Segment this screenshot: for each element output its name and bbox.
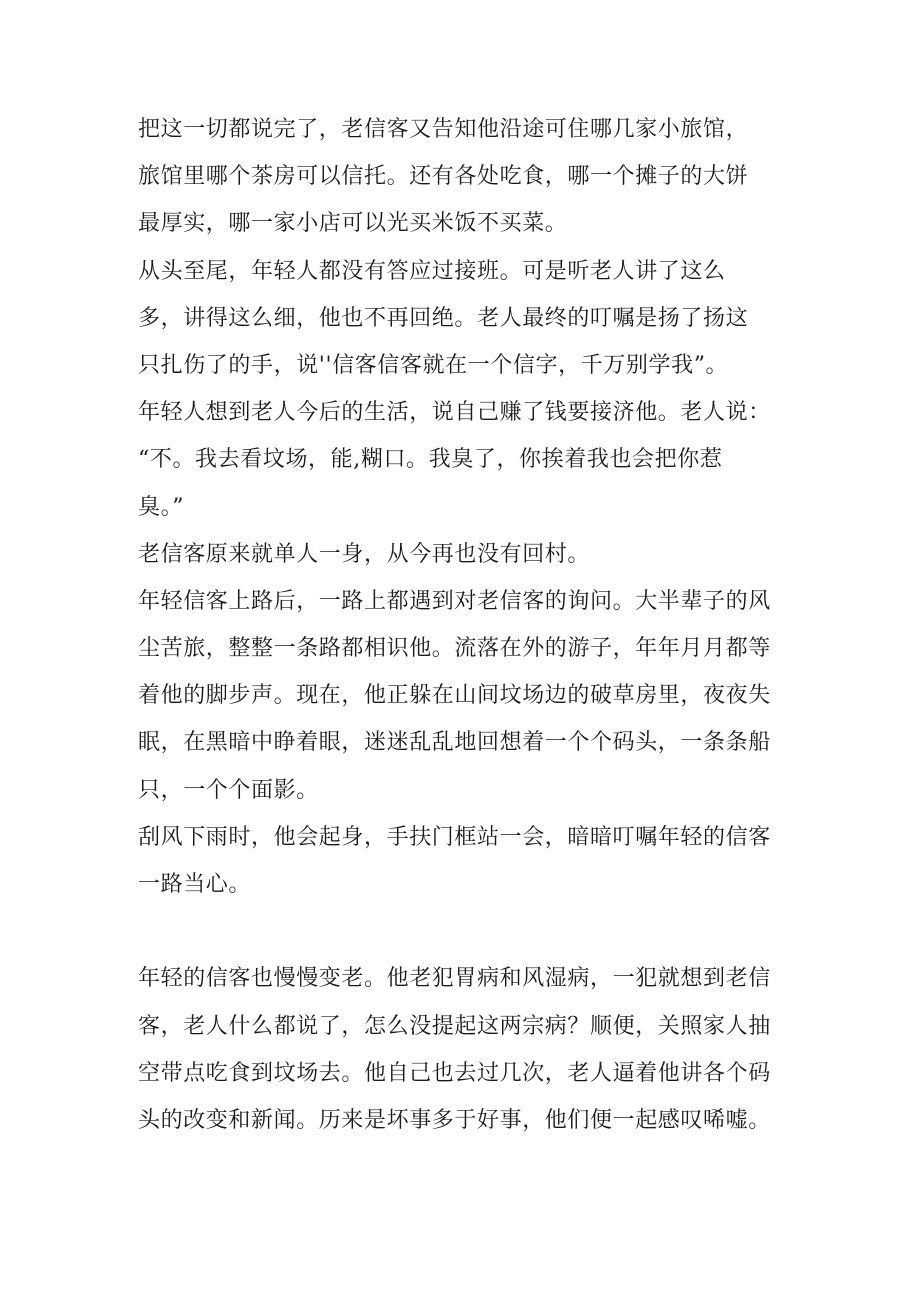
- body-text: [138, 106, 798, 1144]
- text-line: 从头至尾，年轻人都没有答应过接班。可是听老人讲了这么: [138, 258, 726, 284]
- text-line: 着他的脚步声。现在，他正躲在山间坟场边的破草房里，夜夜失: [138, 683, 771, 709]
- text-line: 空带点吃食到坟场去。他自己也去过几次，老人逼着他讲各个码: [138, 1060, 771, 1086]
- text-line: 臭。”: [138, 494, 185, 520]
- text-line: 客，老人什么都说了，怎么没提起这两宗病？顺便，关照家人抽: [138, 1013, 771, 1039]
- text-line: 多，讲得这么细，他也不再回绝。老人最终的叮嘱是扬了扬这: [138, 305, 749, 331]
- text-line: 刮风下雨时，他会起身，手扶门框站一会，暗暗叮嘱年轻的信客: [138, 824, 771, 850]
- text-line: 眠，在黑暗中睁着眼，迷迷乱乱地回想着一个个码头，一条条船: [138, 730, 771, 756]
- text-line: “不。我去看坟场，能,糊口。我臭了，你挨着我也会把你惹: [138, 447, 723, 473]
- text-line: 年轻人想到老人今后的生活，说自己赚了钱要接济他。老人说：: [138, 400, 771, 426]
- text-line: 年轻信客上路后，一路上都遇到对老信客的询问。大半辈子的风: [138, 588, 771, 614]
- text-line: 只，一个个面影。: [138, 777, 319, 803]
- text-line: 最厚实，哪一家小店可以光买米饭不买菜。: [138, 211, 568, 237]
- paragraph-gap: [138, 908, 798, 955]
- text-line: 把这一切都说完了，老信客又告知他沿途可住哪几家小旅馆，: [138, 117, 749, 142]
- text-line: 老信客原来就单人一身，从今再也没有回村。: [138, 541, 591, 567]
- text-line: 一路当心。: [138, 872, 252, 897]
- text-line: 年轻的信客也慢慢变老。他老犯胃病和风湿病，一犯就想到老信: [138, 966, 771, 992]
- text-line: 旅馆里哪个茶房可以信托。还有各处吃食，哪一个摊子的大饼: [138, 164, 749, 190]
- text-line: 尘苦旅，整整一条路都相识他。流落在外的游子，年年月月都等: [138, 636, 771, 662]
- text-line: 头的改变和新闻。历来是坏事多于好事，他们便一起感叹唏嘘。: [138, 1107, 771, 1133]
- text-line: 只扎伤了的手，说''信客信客就在一个信字，千万别学我”。: [138, 352, 729, 378]
